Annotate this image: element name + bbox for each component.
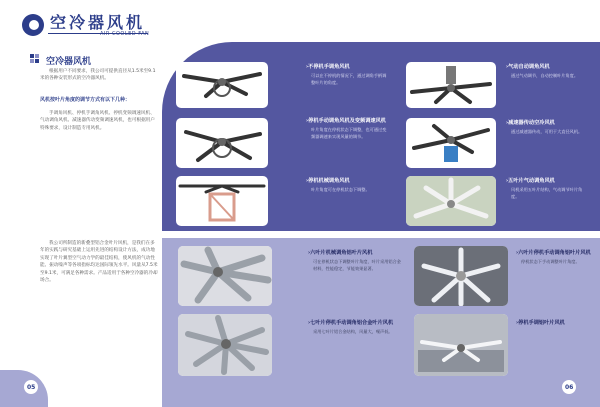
caption-title: › 停机手动调角风机及变频调速风机 xyxy=(306,118,388,125)
caption-text: 叶片角度在停机状态下调整，也可通过变频器调速来实现风量的调节。 xyxy=(311,127,387,139)
caption-text: 采用七叶片铝合金结构，风量大，噪声低。 xyxy=(313,329,393,334)
caption-text: 风机采用五叶片结构，气动调节叶片角度。 xyxy=(511,187,583,199)
fan-photo xyxy=(406,118,496,168)
caption-block xyxy=(308,250,402,272)
caption-block xyxy=(306,178,388,194)
caption-title: › 不停机手调角风机 xyxy=(306,64,388,71)
caption-text: 叶片角度可在停机状态下调整。 xyxy=(311,187,370,192)
logo-icon xyxy=(22,14,44,36)
section-title: 空冷器风机 xyxy=(46,57,92,67)
product-description: 我公司所制造的新叠型铝合金叶片风机，是我们在多年的实践与研究基础上运用先进的结构设计方法，成功地实现了叶片翼型空气动力学的最佳结构，使风机的气动性能、振动噪声等各项指标均达国际领先水平。风量从7.5米至9.1米，可满足各种需求。产品适用于各种空冷器的冷却场合。 xyxy=(40,241,158,284)
caption-title: › 六叶片机械调角铝叶片风机 xyxy=(308,250,402,257)
fan-photo xyxy=(406,62,496,108)
caption-title: › 五叶片气动调角风机 xyxy=(506,178,586,185)
page-number-left: 05 xyxy=(27,384,36,391)
caption-block xyxy=(516,320,594,327)
caption-text: 停机状态下手动调整叶片角度。 xyxy=(521,259,580,264)
page-header xyxy=(0,0,600,44)
caption-title: › 气动自动调角风机 xyxy=(506,64,586,71)
page-subtitle: AIR COOLED FAN xyxy=(100,31,150,37)
fan-photo xyxy=(176,118,268,168)
caption-title: › 六叶片停机手动调角铝叶片风机 xyxy=(516,250,594,257)
caption-text: 通过减速器传动，可用于大直径风机。 xyxy=(511,129,583,134)
fan-photo xyxy=(178,314,272,376)
fan-photo xyxy=(176,62,268,108)
caption-block xyxy=(506,178,586,200)
page-number-right: 06 xyxy=(565,384,574,391)
fan-photo xyxy=(414,314,508,376)
caption-text: 可以在不停机的情况下，通过调角手柄调整叶片的角度。 xyxy=(311,73,387,85)
caption-block xyxy=(506,64,586,80)
list-heading: 风机按叶片角度的调节方式有以下几种： xyxy=(40,97,131,103)
fan-types-text: 手调角风机、停机手调角风机、停机变频调速风机、气动调角风机、减速器传动变频调速风机，也可根据用户特殊要求，设计制造专用风机。 xyxy=(40,111,155,131)
caption-title: › 减速器传动空冷风机 xyxy=(506,120,586,127)
caption-title: › 停机手调铝叶片风机 xyxy=(516,320,594,327)
caption-text: 通过气动调节，自动控制叶片角度。 xyxy=(511,73,579,78)
bullet-square-icon xyxy=(30,54,40,64)
fan-photo xyxy=(178,246,272,306)
caption-title: › 七叶片停机手动调角铝合金叶片风机 xyxy=(308,320,402,327)
caption-block xyxy=(516,250,594,266)
intro-text: 根据用户不同要求，我公司可提供直径从1.5米至9.1米的各种安装形式的空冷器风机。 xyxy=(40,69,156,82)
caption-block xyxy=(506,120,586,136)
fan-photo xyxy=(406,176,496,226)
fan-photo xyxy=(414,246,508,306)
caption-text: 可在停机状态下调整叶片角度，叶片采用铝合金材料，性能稳定，节能效果显著。 xyxy=(313,259,401,271)
caption-block xyxy=(306,118,388,140)
caption-block xyxy=(308,320,402,336)
page-title: 空冷器风机 xyxy=(50,13,146,32)
caption-title: › 停机机械调角风机 xyxy=(306,178,388,185)
fan-photo xyxy=(176,176,268,226)
caption-block xyxy=(306,64,388,86)
